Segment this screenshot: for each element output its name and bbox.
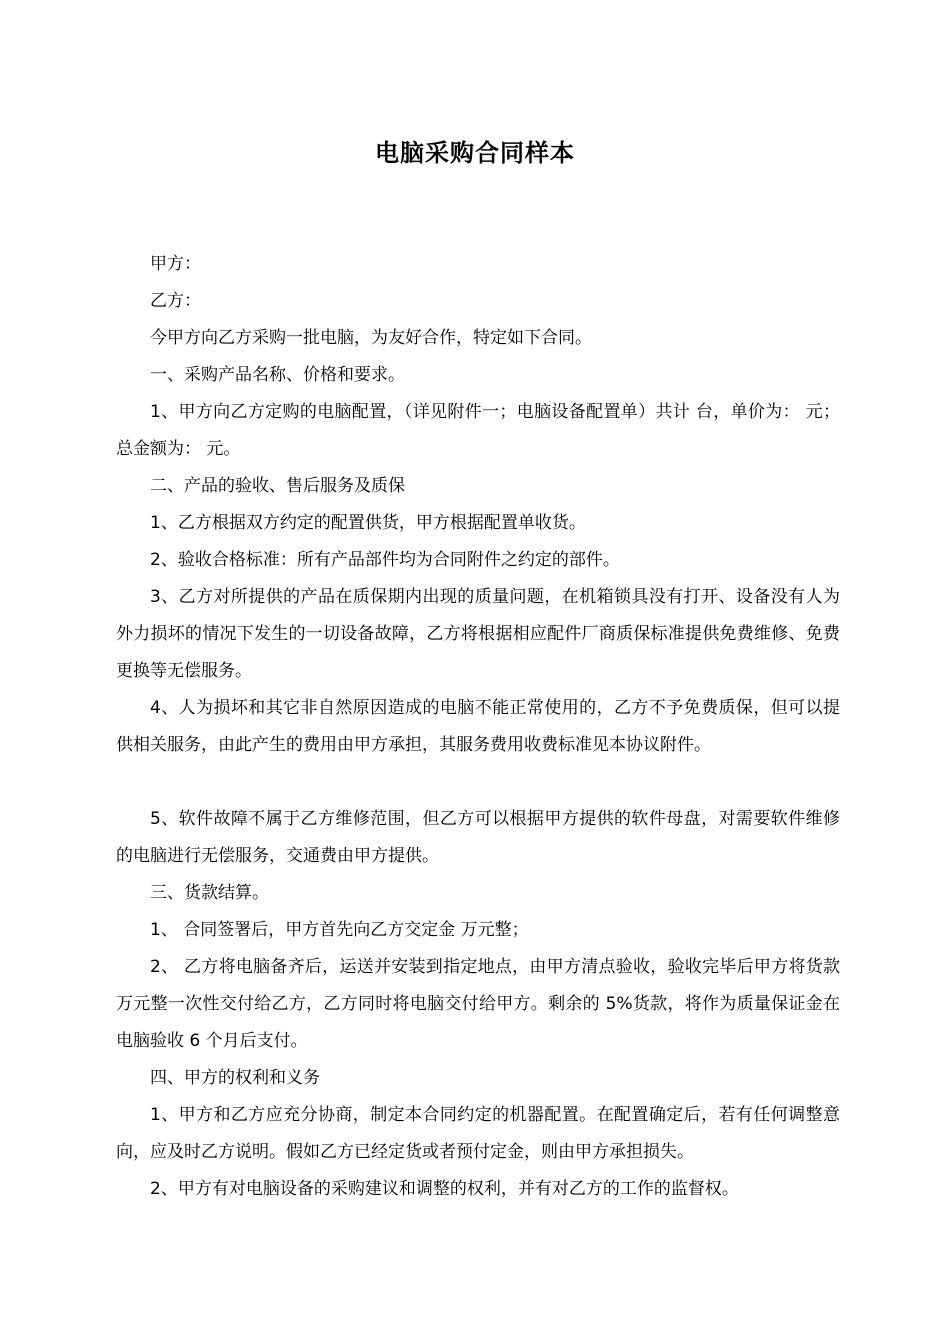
document-body	[116, 246, 840, 1208]
clause-4-1: 1、甲方和乙方应充分协商，制定本合同约定的机器配置。在配置确定后，若有任何调整意向，应及时乙方说明。假如乙方已经定货或者预付定金，则由甲方承担损失。	[116, 1105, 840, 1162]
intro-paragraph: 今甲方向乙方采购一批电脑，为友好合作，特定如下合同。	[150, 328, 592, 348]
clause-1-1: 1、甲方向乙方定购的电脑配置，（详见附件一；电脑设备配置单）共计 台，单价为： 元； 总金额为： 元。	[116, 402, 840, 459]
clause-2-3: 3、乙方对所提供的产品在质保期内出现的质量问题，在机箱锁具没有打开、设备没有人为外力损坏的情况下发生的一切设备故障，乙方将根据相应配件厂商质保标准提供免费维修、免费更换等无偿服务。	[116, 587, 840, 681]
clause-3-2: 2、 乙方将电脑备齐后，运送并安装到指定地点，由甲方清点验收，验收完毕后甲方将货款 万元整一次性交付给乙方，乙方同时将电脑交付给甲方。剩余的 5%货款，将作为质量保证金在电脑验收 6 个月后支付。	[116, 957, 840, 1051]
party-a-line: 甲方：	[150, 254, 201, 274]
party-b-line: 乙方：	[150, 291, 201, 311]
clause-2-2: 2、验收合格标准：所有产品部件均为合同附件之约定的部件。	[150, 550, 620, 570]
document-title: 电脑采购合同样本	[375, 139, 575, 167]
clause-2-1: 1、乙方根据双方约定的配置供货，甲方根据配置单收货。	[150, 513, 586, 533]
section-heading-2: 二、产品的验收、售后服务及质保	[150, 476, 405, 496]
section-heading-3: 三、货款结算。	[150, 883, 269, 903]
section-heading-4: 四、甲方的权利和义务	[150, 1068, 320, 1088]
section-heading-1: 一、采购产品名称、价格和要求。	[150, 365, 405, 385]
clause-2-5: 5、软件故障不属于乙方维修范围，但乙方可以根据甲方提供的软件母盘，对需要软件维修的电脑进行无偿服务，交通费由甲方提供。	[116, 809, 840, 866]
clause-4-2: 2、甲方有对电脑设备的采购建议和调整的权利，并有对乙方的工作的监督权。	[150, 1179, 739, 1199]
clause-3-1: 1、 合同签署后，甲方首先向乙方交定金 万元整；	[150, 920, 529, 940]
clause-2-4: 4、人为损坏和其它非自然原因造成的电脑不能正常使用的，乙方不予免费质保，但可以提供相关服务，由此产生的费用由甲方承担，其服务费用收费标准见本协议附件。	[116, 698, 840, 755]
